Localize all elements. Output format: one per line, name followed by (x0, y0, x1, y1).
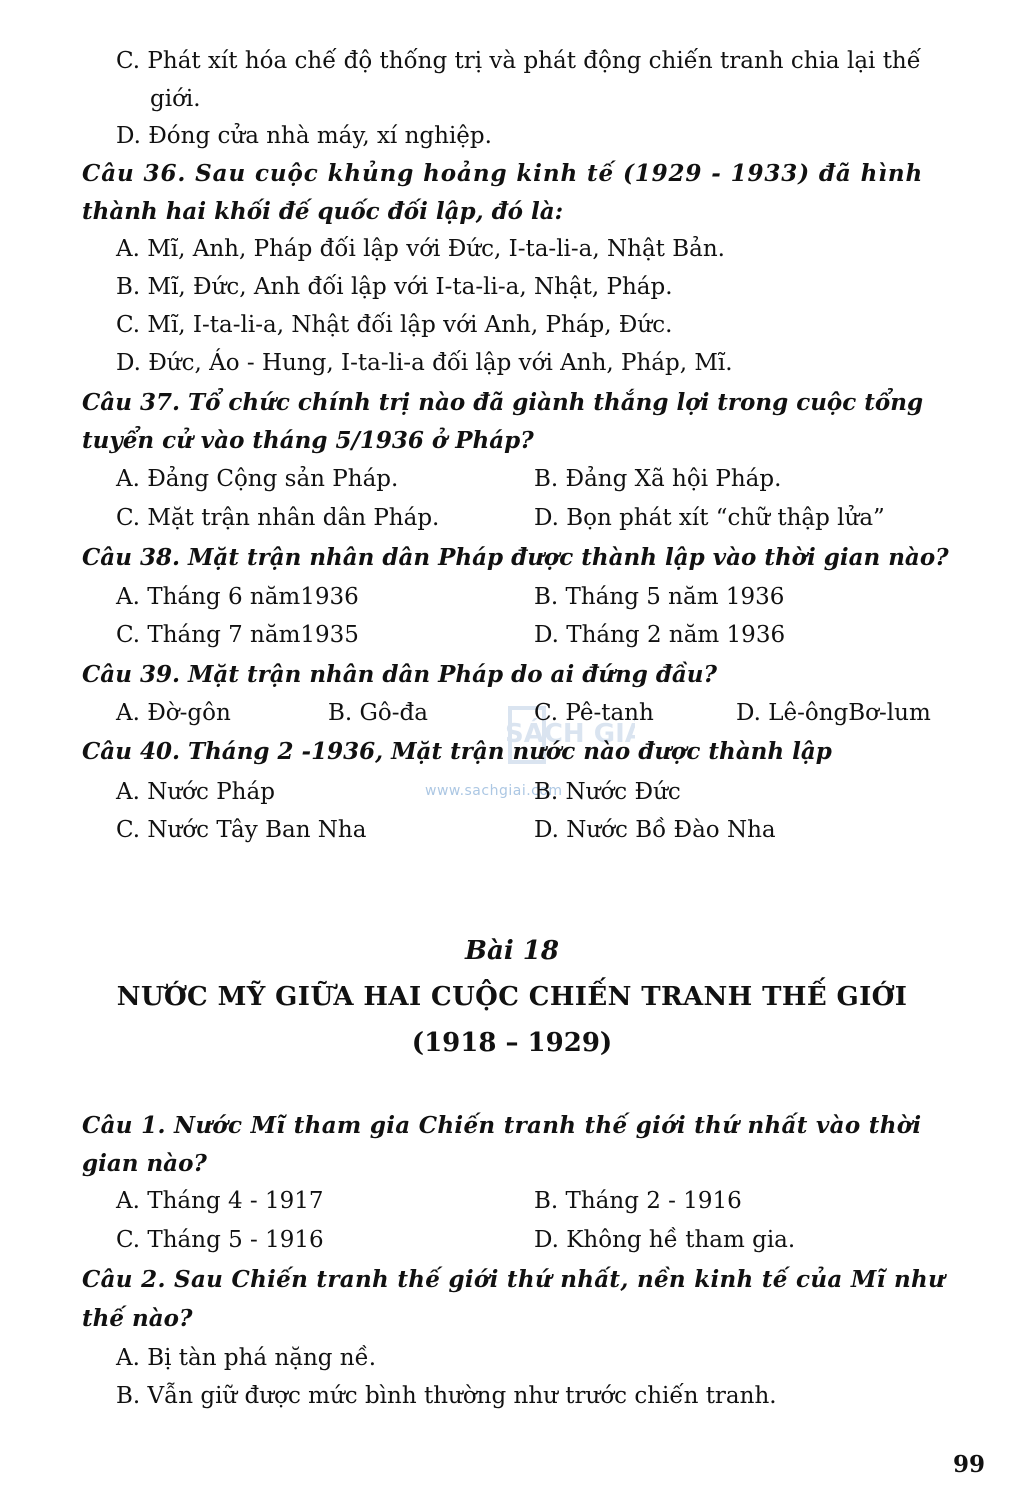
option-2a: A. Bị tàn phá nặng nề. (116, 1345, 377, 1371)
option-1a: A. Tháng 4 - 1917 (116, 1188, 324, 1214)
question-2-cont: thế nào? (82, 1305, 193, 1332)
question-2: Câu 2. Sau Chiến tranh thế giới thứ nhất, nền kinh tế của Mĩ như (82, 1266, 946, 1293)
option-line: giới. (150, 86, 201, 112)
option-1b: B. Tháng 2 - 1916 (534, 1188, 742, 1214)
option-36c: C. Mĩ, I-ta-li-a, Nhật đối lập với Anh, Pháp, Đức. (116, 312, 673, 338)
option-40c: C. Nước Tây Ban Nha (116, 817, 367, 843)
lesson-number: Bài 18 (465, 936, 559, 966)
option-37d: D. Bọn phát xít “chữ thập lửa” (534, 505, 885, 531)
option-36a: A. Mĩ, Anh, Pháp đối lập với Đức, I-ta-li-a, Nhật Bản. (116, 236, 725, 262)
watermark-url: www.sachgiai.com (425, 783, 563, 799)
question-38: Câu 38. Mặt trận nhân dân Pháp được thành lập vào thời gian nào? (82, 544, 949, 571)
option-38a: A. Tháng 6 năm1936 (116, 584, 359, 610)
option-40b: B. Nước Đức (534, 779, 681, 805)
question-37: Câu 37. Tổ chức chính trị nào đã giành thắng lợi trong cuộc tổng (82, 389, 924, 416)
question-37-cont: tuyển cử vào tháng 5/1936 ở Pháp? (82, 427, 534, 454)
option-39a: A. Đờ-gôn (116, 700, 231, 726)
option-37c: C. Mặt trận nhân dân Pháp. (116, 505, 440, 531)
option-1d: D. Không hề tham gia. (534, 1227, 796, 1253)
option-38d: D. Tháng 2 năm 1936 (534, 622, 786, 648)
option-38b: B. Tháng 5 năm 1936 (534, 584, 785, 610)
lesson-title: NƯỚC MỸ GIỮA HAI CUỘC CHIẾN TRANH THẾ GIỚI (116, 982, 908, 1012)
option-2b: B. Vẫn giữ được mức bình thường như trước chiến tranh. (116, 1383, 777, 1409)
question-1-cont: gian nào? (82, 1150, 207, 1177)
question-39: Câu 39. Mặt trận nhân dân Pháp do ai đứng đầu? (82, 661, 718, 688)
question-1: Câu 1. Nước Mĩ tham gia Chiến tranh thế giới thứ nhất vào thời (82, 1112, 922, 1139)
option-40d: D. Nước Bồ Đào Nha (534, 817, 776, 843)
option-37b: B. Đảng Xã hội Pháp. (534, 466, 782, 492)
option-36b: B. Mĩ, Đức, Anh đối lập với I-ta-li-a, Nhật, Pháp. (116, 274, 673, 300)
option-39b: B. Gô-đa (328, 700, 428, 726)
option-38c: C. Tháng 7 năm1935 (116, 622, 359, 648)
question-36: Câu 36. Sau cuộc khủng hoảng kinh tế (1929 - 1933) đã hình (82, 160, 924, 187)
option-36d: D. Đức, Áo - Hung, I-ta-li-a đối lập với Anh, Pháp, Mĩ. (116, 350, 733, 376)
question-40: Câu 40. Tháng 2 -1936, Mặt trận nước nào được thành lập (82, 738, 832, 765)
question-36-cont: thành hai khối đế quốc đối lập, đó là: (82, 198, 564, 225)
option-39c: C. Pê-tanh (534, 700, 654, 726)
option-1c: C. Tháng 5 - 1916 (116, 1227, 324, 1253)
lesson-years: (1918 – 1929) (411, 1028, 613, 1058)
option-39d: D. Lê-ôngBơ-lum (736, 700, 931, 726)
option-line: D. Đóng cửa nhà máy, xí nghiệp. (116, 123, 492, 149)
page-number: 99 (953, 1451, 986, 1478)
watermark-logo-text: SÁCH GIẢ (505, 719, 635, 749)
option-line: C. Phát xít hóa chế độ thống trị và phát động chiến tranh chia lại thế (116, 48, 921, 74)
option-37a: A. Đảng Cộng sản Pháp. (116, 466, 399, 492)
option-40a: A. Nước Pháp (116, 779, 275, 805)
